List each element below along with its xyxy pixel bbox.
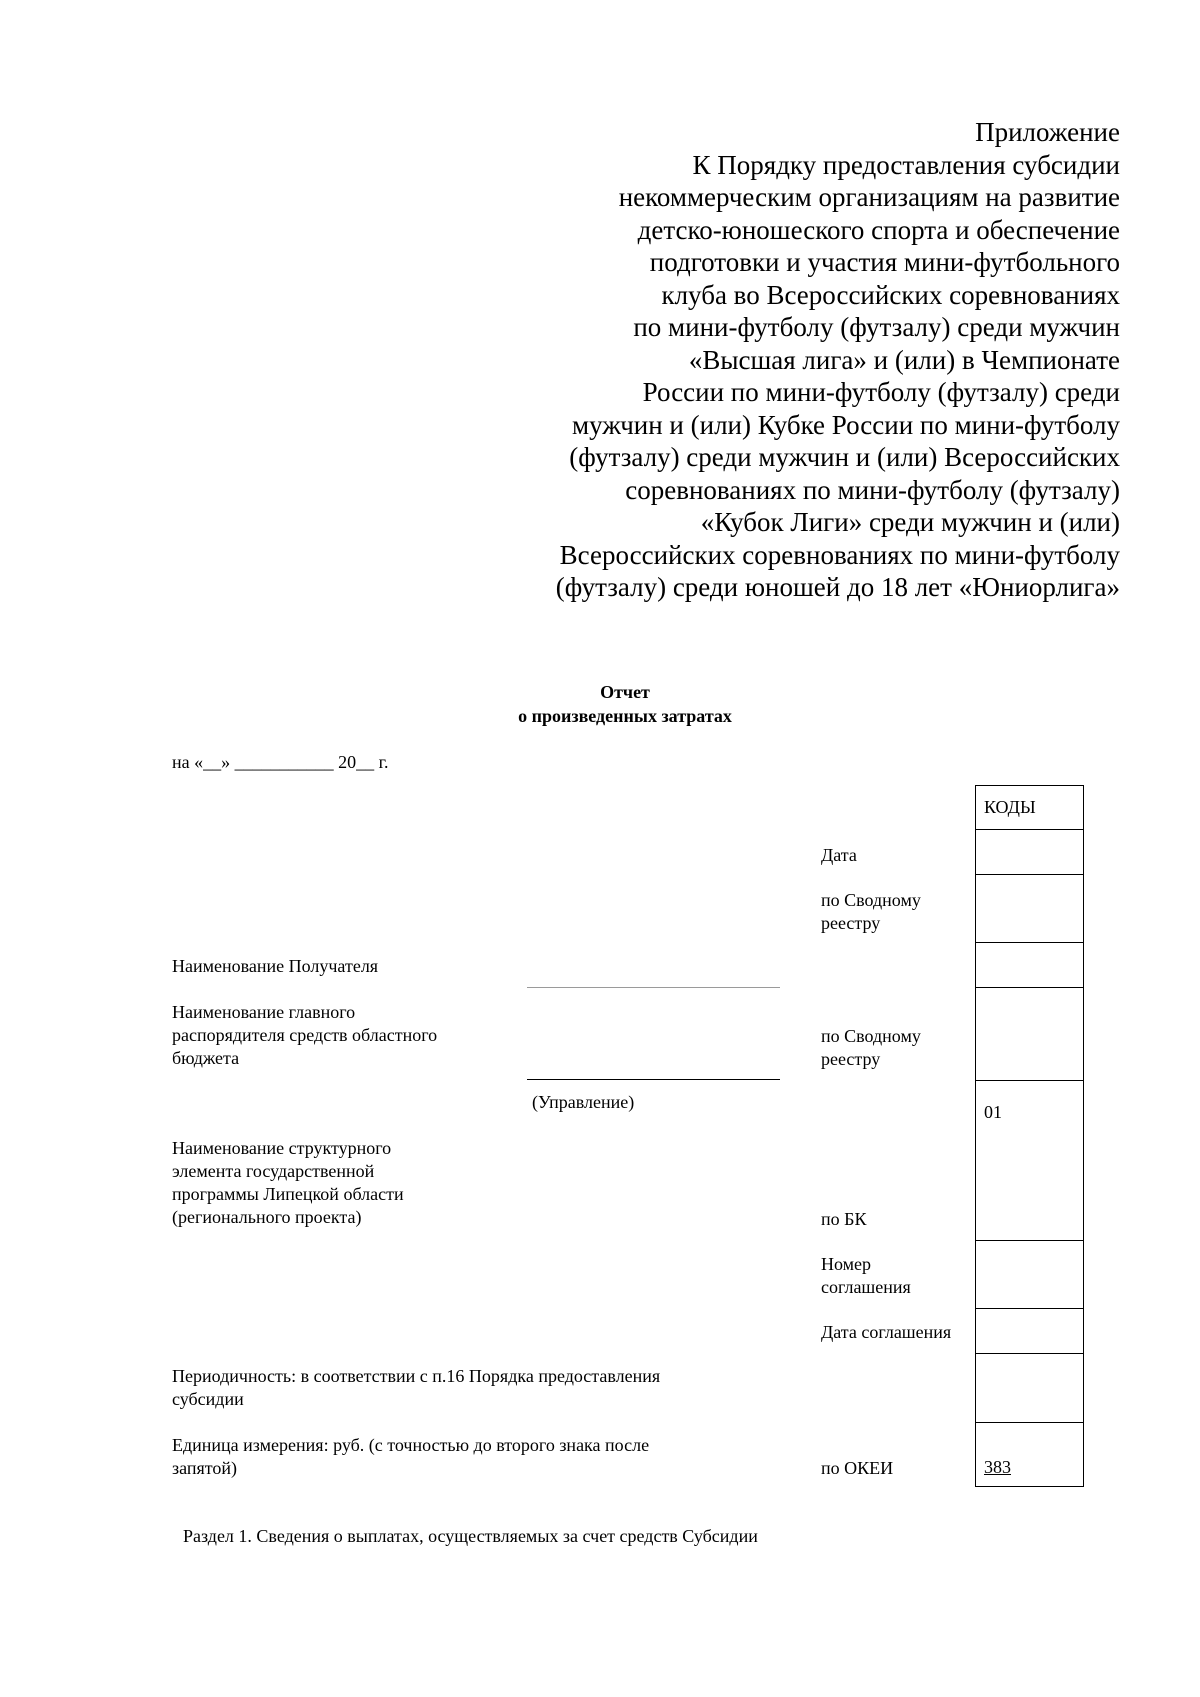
label-consolidated-registry: по Сводному (821, 890, 921, 910)
appendix-line: детско-юношеского спорта и обеспечение (637, 214, 1120, 245)
label-structural-element: Наименование структурного (172, 1138, 392, 1158)
codes-row-divider (975, 1422, 1084, 1423)
codes-row-divider (975, 1240, 1084, 1241)
report-date-line[interactable]: на «__» ___________ 20__ г. (172, 752, 389, 772)
codes-row-divider (975, 1308, 1084, 1309)
appendix-line: мужчин и (или) Кубке России по мини-футболу (571, 409, 1120, 440)
label-unit-of-measure: запятой) (172, 1458, 238, 1478)
label-main-manager: Наименование главного (172, 1002, 356, 1022)
codes-row-divider (975, 942, 1084, 943)
label-consolidated-registry: по Сводному (821, 1026, 921, 1046)
codes-header: КОДЫ (984, 797, 1036, 817)
codes-table (975, 785, 1084, 1487)
label-consolidated-registry: реестру (821, 913, 881, 933)
label-main-manager: распорядителя средств областного (172, 1025, 438, 1045)
appendix-header (420, 116, 1120, 604)
appendix-line: клуба во Всероссийских соревнованиях (661, 279, 1120, 310)
appendix-line: К Порядку предоставления субсидии (692, 149, 1120, 180)
label-structural-element: элемента государственной (172, 1161, 375, 1181)
label-agreement-date: Дата соглашения (821, 1322, 952, 1342)
appendix-line: (футзалу) среди юношей до 18 лет «Юниорлига» (555, 572, 1120, 602)
appendix-line: «Кубок Лиги» среди мужчин и (или) (700, 507, 1120, 537)
appendix-line: «Высшая лига» и (или) в Чемпионате (688, 344, 1120, 375)
okei-code-value[interactable]: 383 (984, 1457, 1011, 1477)
directorate-caption: (Управление) (532, 1092, 635, 1112)
appendix-line: некоммерческим организациям на развитие (618, 182, 1120, 212)
appendix-line: Всероссийских соревнованиях по мини-футболу (559, 539, 1120, 570)
codes-row-divider (975, 829, 1084, 830)
appendix-line: подготовки и участия мини-футбольного (649, 247, 1120, 277)
label-recipient-name: Наименование Получателя (172, 956, 379, 976)
report-title: Отчет (600, 682, 650, 702)
appendix-line: Приложение (975, 117, 1120, 147)
label-structural-element: программы Липецкой области (172, 1184, 404, 1204)
label-periodicity: Периодичность: в соответствии с п.16 Порядка предоставления (172, 1366, 661, 1386)
appendix-line: соревнованиях по мини-футболу (футзалу) (625, 474, 1120, 505)
label-periodicity: субсидии (172, 1389, 244, 1409)
report-subtitle: о произведенных затратах (518, 706, 732, 726)
budget-class-code-value[interactable]: 01 (984, 1102, 1002, 1122)
codes-row-divider (975, 1353, 1084, 1354)
appendix-line: (футзалу) среди мужчин и (или) Всероссийских (569, 442, 1120, 472)
appendix-line: России по мини-футболу (футзалу) среди (642, 377, 1120, 407)
codes-row-divider (975, 987, 1084, 988)
appendix-line: по мини-футболу (футзалу) среди мужчин (633, 312, 1120, 342)
main-manager-field-line[interactable] (527, 1079, 780, 1080)
label-okei: по ОКЕИ (821, 1458, 894, 1478)
label-main-manager: бюджета (172, 1048, 240, 1068)
label-agreement-number: Номер (821, 1254, 872, 1274)
codes-row-divider (975, 1080, 1084, 1081)
label-date: Дата (821, 845, 857, 865)
codes-row-divider (975, 874, 1084, 875)
section-heading: Раздел 1. Сведения о выплатах, осуществляемых за счет средств Субсидии (183, 1526, 758, 1546)
label-consolidated-registry: реестру (821, 1049, 881, 1069)
recipient-name-field-line[interactable] (527, 987, 780, 988)
label-budget-code: по БК (821, 1209, 867, 1229)
label-agreement-number: соглашения (821, 1277, 911, 1297)
label-structural-element: (регионального проекта) (172, 1207, 362, 1227)
label-unit-of-measure: Единица измерения: руб. (с точностью до второго знака после (172, 1435, 650, 1455)
